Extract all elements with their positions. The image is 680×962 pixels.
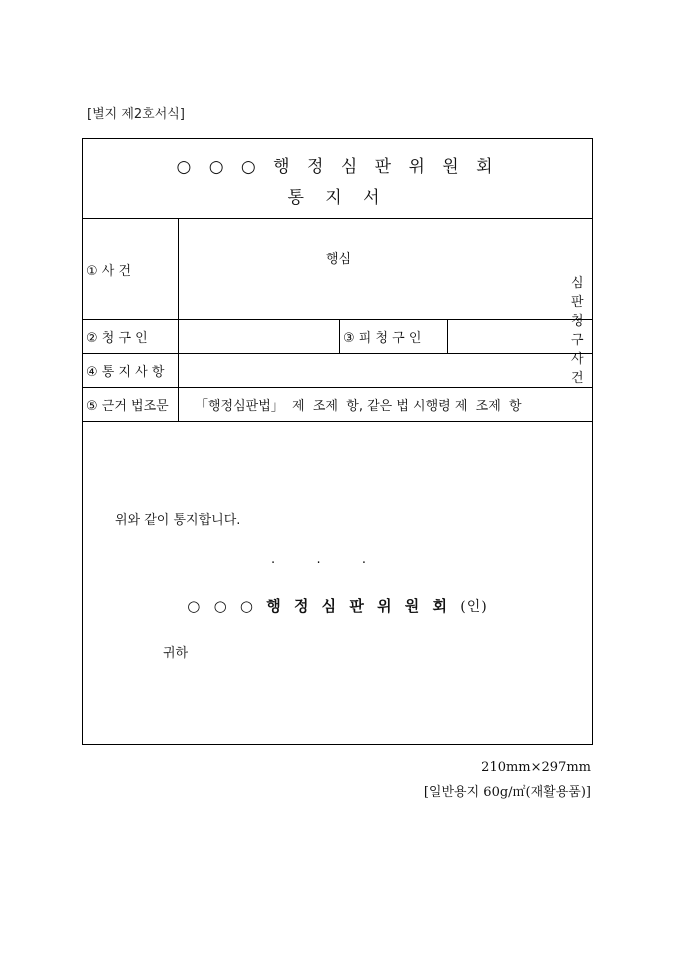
notice-label: ④ 통 지 사 항 — [83, 354, 179, 387]
seal-mark: (인) — [460, 599, 488, 615]
recipient-line: 귀하 — [163, 646, 189, 661]
basis-value: 「행정심판법」 제 조제 항, 같은 법 시행령 제 조제 항 — [195, 399, 522, 414]
notice-statement: 위와 같이 통지합니다. — [115, 513, 241, 528]
claimant-field[interactable] — [179, 320, 339, 353]
basis-row — [83, 388, 592, 422]
case-label: ① 사 건 — [83, 219, 179, 319]
respondent-label: ③ 피 청 구 인 — [339, 320, 448, 353]
committee-title: ○ ○ ○ 행 정 심 판 위 원 회 — [176, 157, 499, 177]
parties-row — [83, 320, 592, 354]
notice-field[interactable] — [179, 354, 592, 387]
signature-line — [83, 595, 592, 616]
paper-size: 210mm×297mm — [481, 760, 591, 775]
signer-name: ○ ○ ○ 행 정 심 판 위 원 회 — [187, 597, 451, 615]
respondent-field[interactable] — [448, 320, 592, 353]
notice-form — [82, 138, 593, 745]
claimant-label: ② 청 구 인 — [83, 320, 179, 353]
notice-row — [83, 354, 592, 388]
paper-type: [일반용지 60g/㎡(재활용품)] — [423, 785, 591, 800]
document-title: 통 지 서 — [287, 188, 388, 208]
form-number-label: [별지 제2호서식] — [87, 107, 185, 122]
date-line: . . . — [271, 552, 367, 567]
title-block — [83, 139, 592, 219]
basis-label: ⑤ 근거 법조문 — [83, 388, 179, 421]
case-suffix: 심판청구사건 — [571, 276, 584, 386]
case-prefix: 행심 — [326, 252, 352, 267]
